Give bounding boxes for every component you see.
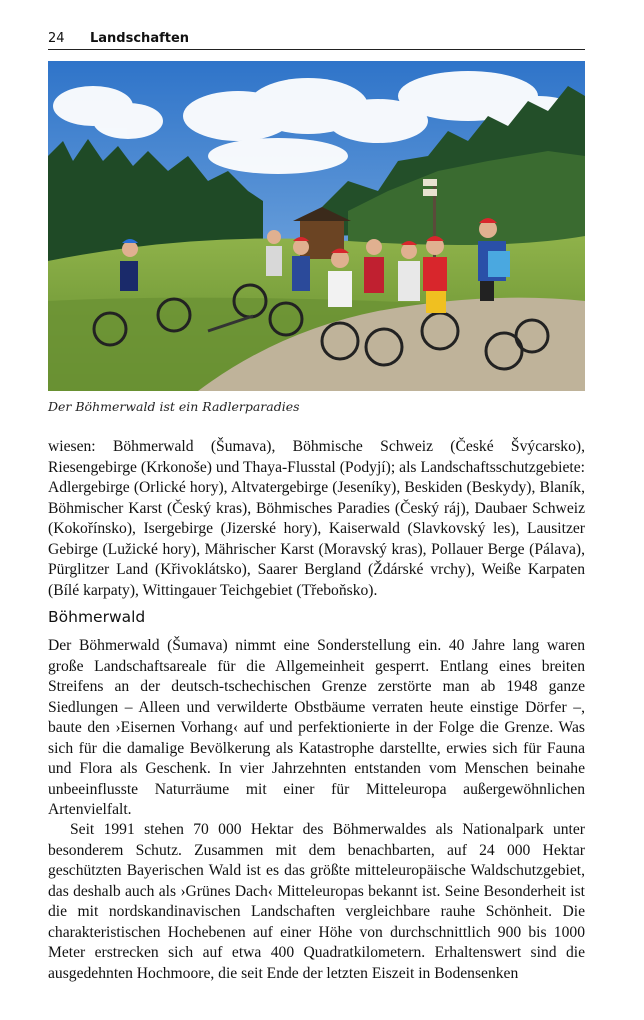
section-heading: Böhmerwald	[48, 608, 146, 626]
paragraph-national-park: Seit 1991 stehen 70 000 Hektar des Böhmerwaldes als Nationalpark unter besonderem Schutz. Zusammen mit dem benachbarten, auf 24 000 Hektar geschützten Bayerischen Wald ist es das größte mitteleuropäische Waldschutzgebiet, das deshalb auch als ›Grünes Dach‹ Mitteleuropas bekannt ist. Seine Besonderheit ist die mit nordskandinavischen Landschaften vergleichbare rauhe Schönheit. Die charakteristischen Hochebenen auf einer Höhe von durchschnittlich 900 bis 1000 Meter erstrecken sich auf etwa 400 Quadratkilometern. Erhaltenswert sind die ausgedehnten Hochmoore, die seit Ende der letzten Eiszeit in Bodensenken	[48, 821, 585, 982]
paragraph-boehmerwald-history: Der Böhmerwald (Šumava) nimmt eine Sonderstellung ein. 40 Jahre lang waren große Landschaftsareale für die Allgemeinheit gesperrt. Entlang eines breiten Streifens an der deutsch-tschechischen Grenze zerstörte man ab 1948 ganze Siedlungen – Alleen und verwilderte Obstbäume verraten heute einstige Dörfer –, baute den ›Eisernen Vorhang‹ auf und perfektionierte in der Folge die Grenze. Was sich für die damalige Bevölkerung als Katastrophe darstellte, erwies sich für Fauna und Flora als Geschenk. In vier Jahrzehnten entstanden vom Menschen beinahe unbeeinflusste Naturräume mit einer für Mitteleuropa außergewöhnlichen Artenvielfalt.	[48, 637, 585, 818]
page-number: 24	[48, 31, 65, 46]
paragraph-protected-areas: wiesen: Böhmerwald (Šumava), Böhmische Schweiz (České Švýcarsko), Riesengebirge (Krkonoše) und Thaya-Flusstal (Podyjí); als Landschaftsschutzgebiete: Adlergebirge (Orlické hory), Altvatergebirge (Jeseníky), Beskiden (Beskydy), Blaník, Böhmischer Karst (Český kras), Böhmisches Paradies (Český ráj), Daubaer Schweiz (Kokořínsko), Isergebirge (Jizerské hory), Kaiserwald (Slavkovský les), Lausitzer Gebirge (Lužické hory), Mährischer Karst (Moravský kras), Pollauer Berge (Pálava), Pürglitzer Land (Křivoklátsko), Saarer Bergland (Ždárské vrchy), Weiße Karpaten (Bílé karpaty), Wittingauer Teichgebiet (Třeboňsko).	[48, 438, 585, 599]
header-rule	[48, 49, 585, 50]
running-head	[48, 30, 585, 48]
figure-caption: Der Böhmerwald ist ein Radlerparadies	[48, 399, 300, 414]
section-title: Landschaften	[90, 31, 190, 46]
cyclists-photo	[48, 61, 585, 391]
